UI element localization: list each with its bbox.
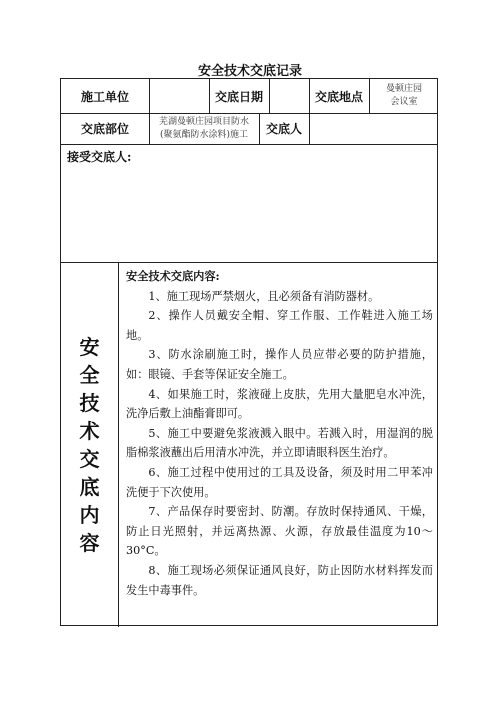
page-title: 安全技术交底记录 xyxy=(197,64,302,79)
unit-label: 施工单位 xyxy=(80,89,129,104)
briefing-content xyxy=(118,262,439,600)
content-item: 7、产品保存时要密封、防潮。存放时保持通风、干燥，防止日光照射，并远离热源、火源，存放最佳温度为10～30°C。 xyxy=(126,505,433,558)
unit-value xyxy=(149,79,209,113)
place-value-line: 会议室 xyxy=(390,97,418,107)
side-char: 容 xyxy=(79,530,100,555)
content-heading: 安全技术交底内容: xyxy=(126,269,220,283)
row-divider xyxy=(61,144,437,145)
side-char: 技 xyxy=(79,390,100,415)
side-char: 内 xyxy=(79,502,100,527)
side-char: 全 xyxy=(79,362,100,387)
content-side-label xyxy=(61,262,118,627)
side-char: 安 xyxy=(79,334,100,359)
briefer-value xyxy=(309,113,439,144)
side-char: 术 xyxy=(79,418,100,443)
content-item: 8、施工现场必须保证通风良好，防止因防水材料挥发而发生中毒事件。 xyxy=(126,563,433,597)
place-value xyxy=(369,79,439,113)
content-item: 2、操作人员戴安全帽、穿工作服、工作鞋进入施工场地。 xyxy=(126,309,433,342)
receiver-label: 接受交底人: xyxy=(67,150,132,164)
content-item: 4、如果施工时，浆液碰上皮肤，先用大量肥皂水冲洗，洗净后敷上油酯膏即可。 xyxy=(126,387,433,421)
briefer-label: 交底人 xyxy=(265,122,302,136)
part-value-line: 芜湖曼顿庄园项目防水 xyxy=(158,116,249,127)
safety-briefing-table xyxy=(60,78,438,626)
place-label: 交底地点 xyxy=(314,89,363,104)
date-value xyxy=(269,79,309,113)
place-value-line: 曼顿庄园 xyxy=(385,84,422,94)
content-item: 6、施工过程中使用过的工具及设备，须及时用二甲苯冲洗便于下次使用。 xyxy=(126,465,433,499)
date-label: 交底日期 xyxy=(214,89,263,104)
part-label: 交底部位 xyxy=(80,122,129,136)
content-item: 5、施工中要避免浆液溅入眼中。若溅入时，用湿润的脱脂棉浆液蘸出后用清水冲洗，并立即请眼科医生治疗。 xyxy=(126,426,433,460)
part-value-line: (聚氨酯防水涂料)施工 xyxy=(159,129,249,140)
part-value xyxy=(149,113,259,144)
side-char: 底 xyxy=(79,474,100,499)
content-item: 1、施工现场严禁烟火，且必须备有消防器材。 xyxy=(148,289,380,303)
content-item: 3、防水涂刷施工时，操作人员应带必要的防护措施，如：眼镜、手套等保证安全施工。 xyxy=(126,348,433,381)
side-char: 交 xyxy=(79,446,100,471)
